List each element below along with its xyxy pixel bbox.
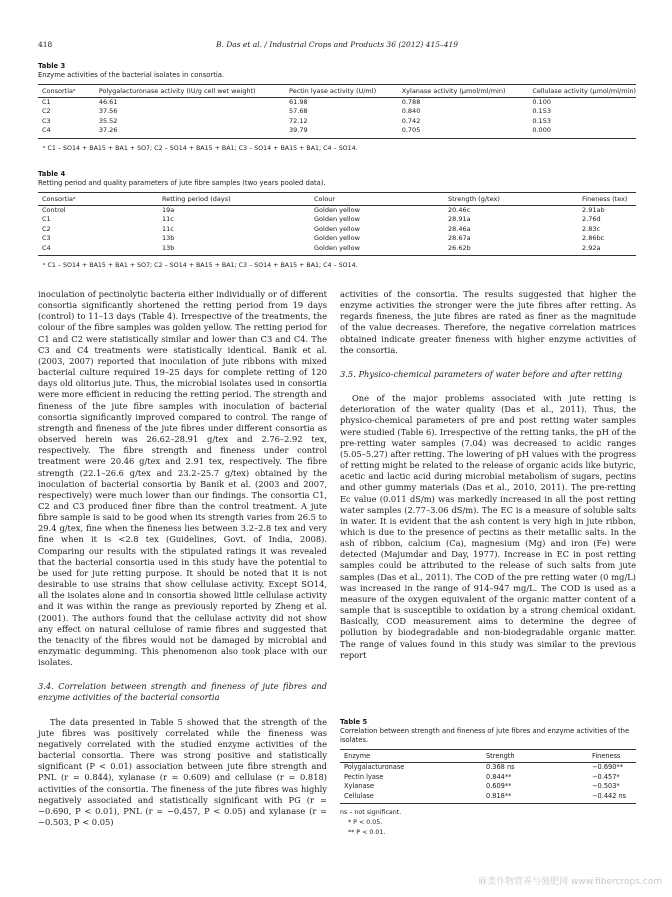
column-header: Pectin lyase activity (U/ml) [285, 85, 398, 98]
column-header: Xylanase activity (μmol/ml/min) [398, 85, 529, 98]
right-column [340, 289, 636, 661]
table-row [38, 225, 636, 234]
table-row [38, 126, 636, 138]
table-5-grid [340, 749, 636, 804]
section-3-5-heading: 3.5. Physico-chemical parameters of water before and after retting [340, 368, 623, 379]
column-header: Consortiaᵃ [38, 193, 158, 206]
body-paragraph: One of the major problems associated with jute retting is deterioration of the water quality (Das et al., 2011). Thus, the physico-chemical parameters of pre and post retting water samples were studied (Table 6). Irrespective of the retting tanks, the pH of the pre-retting water samples (7.04) was decreased to acidic ranges (5.05–5.27) after retting. The lowering of pH values with the progress of retting might be related to the release of organic acids like butyric, acetic and lactic acid during microbial metabolism of sugars, pectins and other gummy materials (Das et al., 2010, 2011). The pre-retting Ec value (0.011 dS/m) was markedly increased in all the post retting water samples (2.77–3.06 dS/m). The EC is a measure of soluble salts in water. It is evident that the ash content is very high in jute ribbon, which is due to the presence of pectins as their metallic salts. In the ash of ribbon, calcium (Ca), magnesium (Mg) and iron (Fe) were detected (Majumdar and Day, 1977). Increase in EC in post retting samples could be attributed to the release of such salts from jute samples (Das et al., 2011). The COD of the pre retting water (0 mg/L) was increased in the range of 914–947 mg/L. The COD is used as a measure of the oxygen equivalent of the organic matter content of a sample that is susceptible to oxidation by a strong chemical oxidant. Basically, COD measurement aims to determine the degree of pollution by biodegradable and non-biodegradable organic matter. The range of values found in this study was similar to the previous report [340, 393, 636, 660]
table-cell: 13b [162, 234, 175, 243]
table-5-note: * P < 0.05. [348, 818, 383, 826]
table-3-grid [38, 84, 636, 139]
table-cell: 37.56 [98, 107, 118, 116]
section-3-4-heading: 3.4. Correlation between strength and fineness of jute fibres and enzyme activities of the bacterial consortia [38, 681, 327, 703]
page-header [38, 40, 636, 52]
table-cell: 20.46c [448, 206, 471, 214]
table-header-row [38, 193, 636, 206]
table-row [340, 763, 636, 773]
table-cell: −0.503* [592, 782, 620, 791]
table-5-notes [340, 808, 636, 837]
table-cell: 2.92a [578, 244, 636, 256]
table-cell: 0.153 [532, 116, 551, 125]
body-paragraph: activities of the consortia. The results suggested that higher the enzyme activities the stronger were the jute fibres after retting. As regards fineness, the jute fibres are rated as finer as the magnitude of the value decreases. Therefore, the negative correlation matrices obtained indicate greater fineness with higher enzyme activities of the consortia. [340, 289, 636, 355]
table-cell: C3 [42, 234, 51, 243]
page-number: 418 [38, 40, 53, 49]
table-cell: 19a [162, 206, 175, 214]
column-header: Fineness [588, 750, 636, 763]
table-cell: 26.62b [444, 244, 578, 256]
column-header: Strength (g/tex) [444, 193, 578, 206]
left-column [38, 289, 327, 828]
table-cell: 2.86bc [582, 234, 605, 243]
table-row [38, 215, 636, 224]
table-cell: −0.457* [592, 772, 620, 781]
table-cell: 11c [162, 215, 174, 224]
table-row [340, 782, 636, 792]
table-cell: 0.100 [532, 98, 551, 106]
table-row [38, 117, 636, 126]
table-row [38, 244, 636, 256]
table-cell: C1 [42, 98, 51, 106]
table-cell: 2.91ab [582, 206, 605, 214]
table-cell: 57.68 [289, 107, 308, 116]
column-header: Colour [310, 193, 444, 206]
table-cell: −0.442 ns [588, 792, 636, 804]
table-cell: Cellulase [340, 792, 482, 804]
table-row [38, 206, 636, 216]
table-cell: 28.91a [448, 215, 471, 224]
table-cell: 72.12 [289, 116, 308, 125]
table-row [340, 792, 636, 804]
body-paragraph: The data presented in Table 5 showed that the strength of the jute fibres was positively correlated while the fineness was negatively correlated with the studied enzyme activities of the bacterial consortia. There was strong positive and statistically significant (P < 0.01) association between jute fibre strength and PNL (r = 0.844), xylanase (r = 0.609) and cellulase (r = 0.818) activities of the consortia. The fineness of the jute fibres was highly negatively associated and statistically significant with PG (r = −0.690, P < 0.01), PNL (r = −0.457, P < 0.05) and xylanase (r = −0.503, P < 0.05) [38, 716, 327, 828]
table-5-note: ** P < 0.01. [348, 828, 386, 836]
table-4-grid [38, 192, 636, 256]
table-cell: 13b [158, 244, 310, 256]
table-cell: 11c [162, 224, 174, 233]
table-cell: Polygalacturonase [344, 763, 405, 771]
table-3 [38, 62, 636, 152]
table-cell: 35.52 [98, 116, 118, 125]
table-cell: C3 [42, 116, 51, 125]
table-cell: 0.844** [486, 772, 512, 781]
table-cell: 37.26 [95, 126, 285, 138]
table-5-title: Table 5 [340, 718, 368, 726]
running-title: B. Das et al. / Industrial Crops and Products 36 (2012) 415–419 [215, 40, 459, 49]
column-header: Polygalacturonase activity (IU/g cell wet weight) [95, 85, 285, 98]
table-cell: 0.742 [401, 116, 421, 125]
table-row [38, 234, 636, 243]
table-4-caption: Retting period and quality parameters of jute fibre samples (two years pooled data). [38, 179, 326, 187]
column-header: Fineness (tex) [578, 193, 636, 206]
site-watermark: 麻类作物营养与施肥网 www.fibercrops.com [478, 877, 662, 887]
table-cell: C2 [42, 107, 51, 116]
table-cell: 46.61 [98, 98, 118, 106]
table-cell: C4 [38, 126, 95, 138]
table-cell: Control [42, 206, 66, 214]
table-cell: Pectin lyase [344, 772, 384, 781]
body-paragraph: inoculation of pectinolytic bacteria either individually or of different consortia significantly shortened the retting period from 19 days (control) to 11–13 days (Table 4). Irrespective of the treatments, the colour of the fibre samples was golden yellow. The retting period for C1 and C2 were statistically similar and lower than C3 and C4. The C3 and C4 treatments were statistically identical. Banik et al. (2003, 2007) reported that inoculation of jute ribbons with mixed bacterial culture required 19–25 days for complete retting of 120 days old olitorius jute. Thus, the microbial isolates used in consortia were more efficient in reducing the retting period. The strength and fineness of the jute fibre samples with inoculation of bacterial consortia significantly improved compared to control. The range of strength and fineness of the jute fibres under different consortia as observed herein was 26.62–28.91 g/tex and 2.76–2.92 tex, respectively. The fibre strength and fineness under control treatment were 20.46 g/tex and 2.91 tex, respectively. The fibre strength (22.1–26.6 g/tex and 23.2–25.7 g/tex) obtained by the inoculation of bacterial consortia by Banik et al. (2003 and 2007, respectively) were much lower than our findings. The consortia C1, C2 and C3 produced finer fibre than the control treatment. A jute fibre sample is said to be good when its strength varies from 26.5 to 29.4 g/tex, fine when the fineness lies between 3.2–2.8 tex and very fine when it is <2.8 tex (Guidelines, Govt. of India, 2008). Comparing our results with the stipulated ratings it was revealed that the bacterial consortia used in this study have the potential to be used for jute retting purpose. It should be noted that it is not desirable to use strains that show cellulase activity. Except SO14, all the isolates alone and in consortia showed little cellulase activity and it was within the range as previously reported by Zheng et al. (2001). The authors found that the cellulase activity did not show any effect on natural cellulose of ramie fibres and suggested that the tenacity of the fibres would not be damaged by microbial and enzymatic degumming. This phenomenon also took place with our isolates. [38, 289, 327, 668]
table-cell: 28.46a [448, 224, 471, 233]
table-cell: 28.67a [448, 234, 471, 243]
table-cell: Golden yellow [314, 215, 360, 224]
table-cell: Xylanase [344, 782, 375, 791]
table-cell: 0.840 [401, 107, 421, 116]
table-header-row [38, 85, 636, 98]
table-row [38, 98, 636, 108]
table-cell: Golden yellow [314, 234, 360, 243]
table-cell: Golden yellow [314, 206, 360, 214]
table-cell: 0.788 [401, 98, 421, 106]
table-cell: 39.79 [285, 126, 398, 138]
table-3-title: Table 3 [38, 62, 66, 70]
table-cell: −0.690** [592, 763, 623, 771]
table-cell: 0.705 [398, 126, 529, 138]
table-cell: 2.83c [582, 224, 601, 233]
table-5-caption: Correlation between strength and fineness of jute fibres and enzyme activities of the isolates. [340, 727, 630, 744]
table-header-row [340, 750, 636, 763]
table-cell: C4 [38, 244, 158, 256]
table-cell: 61.98 [289, 98, 308, 106]
table-row [340, 773, 636, 783]
column-header: Enzyme [340, 750, 482, 763]
table-cell: 0.609** [486, 782, 512, 791]
table-cell: 0.368 ns [486, 763, 515, 771]
table-3-footnote: ᵃ C1 – SO14 + BA15 + BA1 + SO7; C2 – SO14 + BA15 + BA1; C3 – SO14 + BA15 + BA1; C4 – SO14. [43, 144, 358, 152]
table-row [38, 107, 636, 116]
table-cell: 2.76d [582, 215, 601, 224]
table-cell: 0.000 [528, 126, 636, 138]
column-header: Consortiaᵃ [38, 85, 95, 98]
table-5 [340, 718, 636, 837]
table-cell: Golden yellow [314, 224, 360, 233]
table-cell: 0.818** [482, 792, 588, 804]
table-4 [38, 170, 636, 269]
table-4-footnote: ᵃ C1 – SO14 + BA15 + BA1 + SO7; C2 – SO14 + BA15 + BA1; C3 – SO14 + BA15 + BA1; C4 – SO14. [43, 262, 358, 270]
table-cell: C1 [42, 215, 51, 224]
table-cell: Golden yellow [310, 244, 444, 256]
table-cell: C2 [42, 224, 51, 233]
table-3-caption: Enzyme activities of the bacterial isolates in consortia. [38, 71, 225, 79]
table-cell: 0.153 [532, 107, 551, 116]
column-header: Cellulase activity (μmol/ml/min) [528, 85, 636, 98]
table-5-note: ns – not significant. [340, 809, 402, 817]
table-4-title: Table 4 [38, 170, 66, 178]
column-header: Retting period (days) [158, 193, 310, 206]
column-header: Strength [482, 750, 588, 763]
